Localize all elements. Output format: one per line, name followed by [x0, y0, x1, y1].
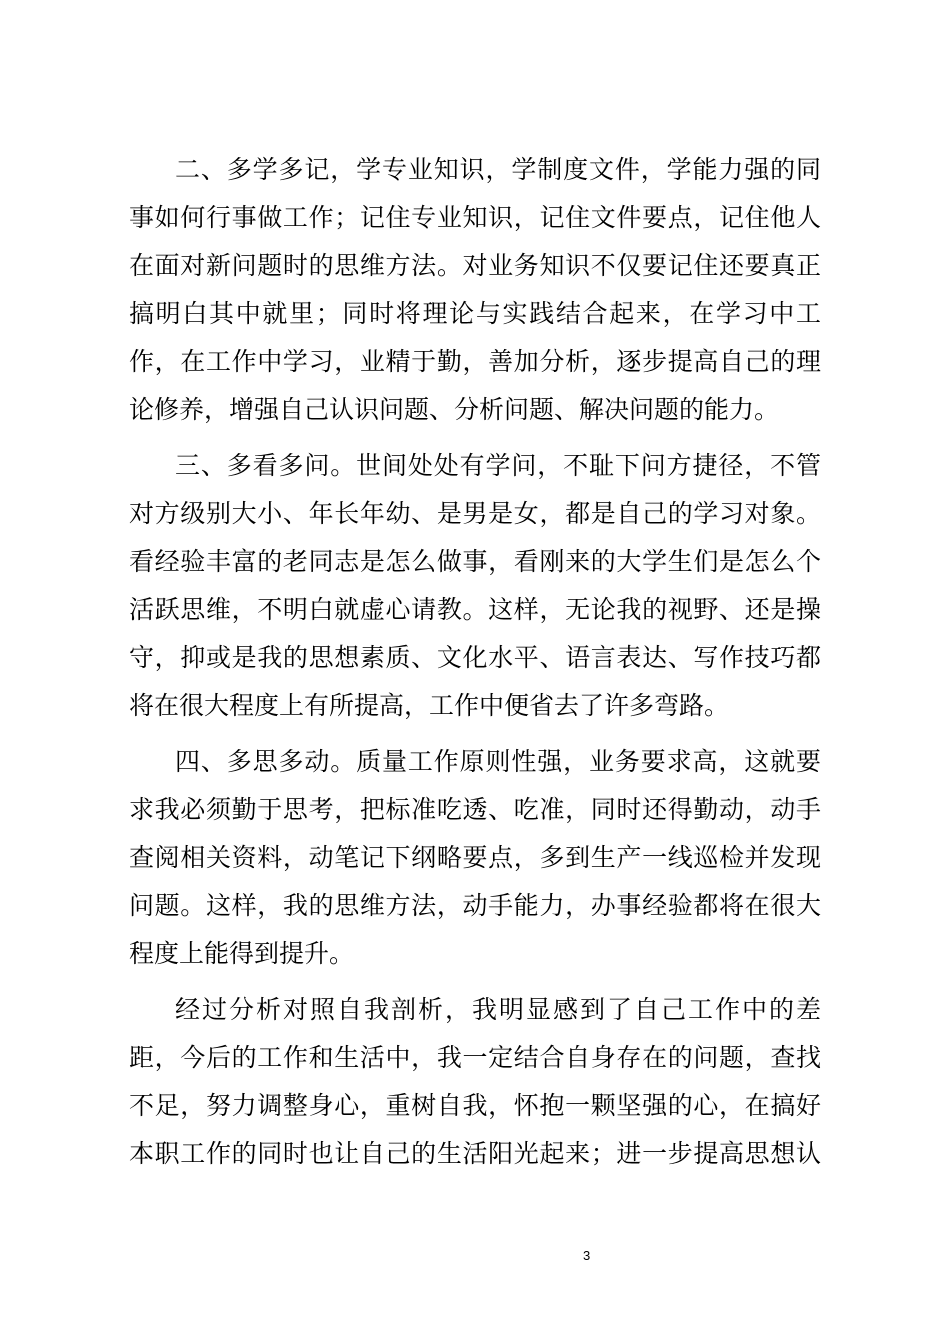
text-line	[0, 446, 950, 486]
text-line	[0, 1038, 950, 1078]
paragraph-line: 对方级别大小、年长年幼、是男是女，都是自己的学习对象。	[129, 499, 822, 528]
text-line	[0, 1134, 950, 1174]
paragraph-first-line: 三、多看多问。世间处处有学问，不耻下问方捷径，不管	[175, 451, 822, 480]
paragraph-last-line: 论修养，增强自己认识问题、分析问题、解决问题的能力。	[129, 395, 780, 424]
text-line	[0, 150, 950, 190]
text-line	[0, 838, 950, 878]
text-line	[0, 1086, 950, 1126]
text-line	[0, 390, 950, 430]
text-line	[0, 342, 950, 382]
text-line	[0, 494, 950, 534]
text-line	[0, 790, 950, 830]
text-line	[0, 246, 950, 286]
text-line	[0, 542, 950, 582]
paragraph-line: 本职工作的同时也让自己的生活阳光起来；进一步提高思想认	[129, 1139, 822, 1168]
paragraph-last-line: 将在很大程度上有所提高，工作中便省去了许多弯路。	[129, 691, 730, 720]
paragraph-line: 查阅相关资料，动笔记下纲略要点，多到生产一线巡检并发现	[129, 843, 822, 872]
paragraph-first-line: 四、多思多动。质量工作原则性强，业务要求高，这就要	[175, 747, 822, 776]
text-line	[0, 198, 950, 238]
paragraph-line: 求我必须勤于思考，把标准吃透、吃准，同时还得勤动，动手	[129, 795, 822, 824]
paragraph-line: 距，今后的工作和生活中，我一定结合自身存在的问题，查找	[129, 1043, 822, 1072]
paragraph-line: 活跃思维，不明白就虚心请教。这样，无论我的视野、还是操	[129, 595, 822, 624]
text-line	[0, 638, 950, 678]
paragraph-line: 搞明白其中就里；同时将理论与实践结合起来，在学习中工	[129, 299, 823, 328]
text-line	[0, 686, 950, 726]
paragraph-line: 守，抑或是我的思想素质、文化水平、语言表达、写作技巧都	[129, 643, 822, 672]
paragraph-line: 在面对新问题时的思维方法。对业务知识不仅要记住还要真正	[129, 251, 822, 280]
paragraph-line: 看经验丰富的老同志是怎么做事，看刚来的大学生们是怎么个	[129, 547, 822, 576]
paragraph-last-line: 程度上能得到提升。	[129, 939, 355, 968]
text-line	[0, 742, 950, 782]
paragraph-first-line: 二、多学多记，学专业知识，学制度文件，学能力强的同	[175, 155, 822, 184]
text-line	[0, 886, 950, 926]
page-number: 3	[583, 1248, 591, 1263]
text-line	[0, 990, 950, 1030]
text-line	[0, 294, 950, 334]
paragraph-line: 事如何行事做工作；记住专业知识，记住文件要点，记住他人	[129, 203, 822, 232]
paragraph-line: 问题。这样，我的思维方法，动手能力，办事经验都将在很大	[129, 891, 822, 920]
paragraph-line: 作，在工作中学习，业精于勤，善加分析，逐步提高自己的理	[129, 347, 822, 376]
paragraph-line: 不足，努力调整身心，重树自我，怀抱一颗坚强的心，在搞好	[129, 1091, 822, 1120]
text-line	[0, 590, 950, 630]
text-line	[0, 934, 950, 974]
paragraph-first-line: 经过分析对照自我剖析，我明显感到了自己工作中的差	[175, 995, 823, 1024]
